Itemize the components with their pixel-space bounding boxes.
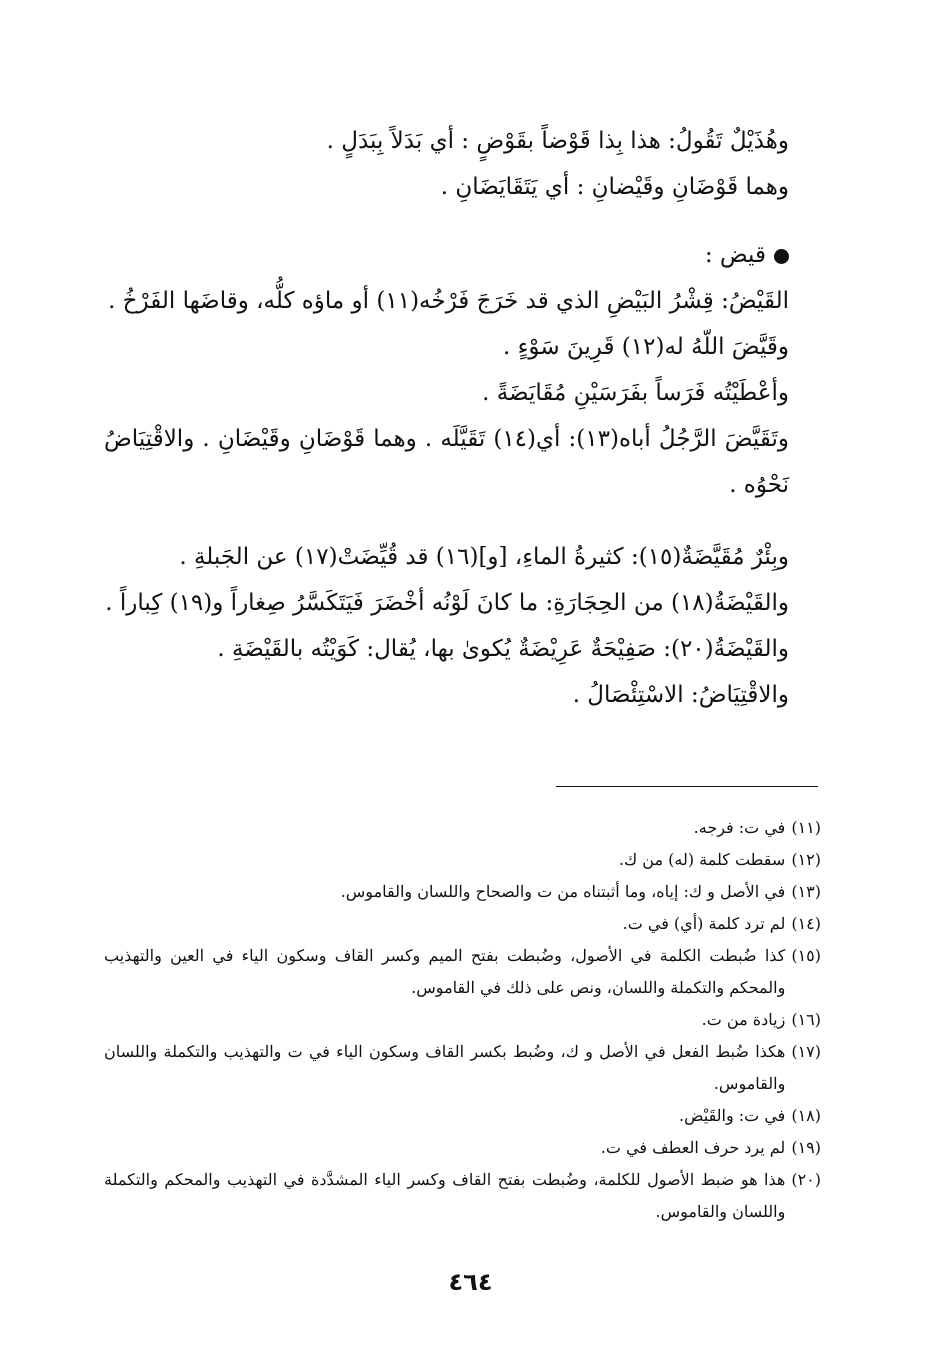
footnote-text: هذا هو ضبط الأصول للكلمة، وضُبطت بفتح القاف وكسر الياء المشدَّدة في التهذيب والمحكم والتكملة واللسان والقاموس.: [104, 1170, 786, 1221]
paragraph: والاقْتِيَاضُ: الاسْتِئْصَالُ .: [572, 682, 789, 708]
paragraph: وأعْطَيْتُه فَرَساً بفَرَسَيْنِ مُقَايَضَةً .: [482, 380, 789, 406]
footnote-text: في ت: والقَيْض.: [679, 1106, 786, 1125]
footnote: [104, 1036, 821, 1100]
footnote: [104, 1004, 821, 1036]
bullet-icon: [774, 249, 789, 264]
footnote-number: (١٦): [791, 1010, 821, 1029]
footnote-number: (١٧): [791, 1042, 821, 1061]
footnote-number: (١٢): [791, 850, 821, 869]
spacer: [104, 508, 789, 534]
spacer: [104, 210, 789, 232]
text-line: وهُذَيْلٌ تَقُولُ: هذا بِذا قَوْضاً بقَوْضٍ : أي بَدَلاً بِبَدَلٍ .: [326, 128, 789, 154]
footnote-text: سقطت كلمة (له) من ك.: [618, 850, 786, 869]
paragraph: والقَيْضَةُ(٢٠): صَفِيْحَةٌ عَرِيْضَةٌ يُكوىٰ بها، يُقال: كَوَيْتُه بالقَيْضَةِ .: [217, 636, 789, 662]
footnote-number: (١١): [791, 818, 821, 837]
footnote-text: لم يرد حرف العطف في ت.: [600, 1138, 786, 1157]
paragraph: وتَقَيَّضَ الرَّجُلُ أباه(١٣): أي(١٤) تَقَيَّلَه . وهما قَوْضَانِ وقَيْضَانِ . والاقْتِيَاضُ نَحْوُه .: [104, 426, 789, 498]
footnote-number: (١٤): [791, 914, 821, 933]
footnote-text: في ت: فرجه.: [693, 818, 786, 837]
footnote-text: في الأصل و ك: إياه، وما أثبتناه من ت والصحاح واللسان والقاموس.: [340, 882, 786, 901]
entry-heading-label: قيض :: [704, 242, 766, 268]
entry-heading: [104, 232, 789, 278]
footnote: [104, 876, 821, 908]
footnote-number: (١٨): [791, 1106, 821, 1125]
footnote-text: زيادة من ت.: [701, 1010, 786, 1029]
footnote: [104, 1100, 821, 1132]
footnote: [104, 908, 821, 940]
paragraph: وبِئْرٌ مُقَيَّضَةٌ(١٥): كثيرةُ الماءِ، [و](١٦) قد قُيِّضَتْ(١٧) عن الجَبلةِ .: [179, 544, 789, 570]
footnote-number: (١٥): [791, 946, 821, 965]
paragraph: والقَيْضَةُ(١٨) من الحِجَارَةِ: ما كانَ لَوْنُه أخْضَرَ فَيَتَكَسَّرُ صِغاراً و(١٩) كِباراً .: [105, 590, 789, 616]
footnote-number: (٢٠): [791, 1170, 821, 1189]
text-line: وهما قَوْضَانِ وقَيْضانِ : أي يَتَقَايَضَانِ .: [440, 174, 789, 200]
footnote-number: (١٩): [791, 1138, 821, 1157]
footnote-number: (١٣): [791, 882, 821, 901]
footnotes: [104, 812, 821, 1228]
footnote: [104, 1132, 821, 1164]
main-text: [104, 118, 789, 718]
footnote: [104, 812, 821, 844]
footnote: [104, 844, 821, 876]
paragraph: وقَيَّضَ اللّهُ له(١٢) قَرِينَ سَوْءٍ .: [503, 334, 789, 360]
page-number: ٤٦٤: [448, 1268, 493, 1296]
footnote: [104, 940, 821, 1004]
footnote: [104, 1164, 821, 1228]
paragraph: القَيْضُ: قِشْرُ البَيْضِ الذي قد خَرَجَ فَرْخُه(١١) أو ماؤه كلُّه، وقاضَها الفَرْخُ .: [108, 288, 789, 314]
footnote-divider: [556, 786, 818, 787]
footnote-text: هكذا ضُبط الفعل في الأصل و ك، وضُبط بكسر القاف وسكون الياء في ت والتهذيب والتكملة واللسان والقاموس.: [104, 1042, 786, 1093]
footnote-text: كذا ضُبطت الكلمة في الأصول، وضُبطت بفتح الميم وكسر القاف وسكون الياء في العين والتهذيب والمحكم والتكملة واللسان، ونص على ذلك في القاموس.: [104, 946, 786, 997]
footnote-text: لم ترد كلمة (أي) في ت.: [622, 914, 786, 933]
